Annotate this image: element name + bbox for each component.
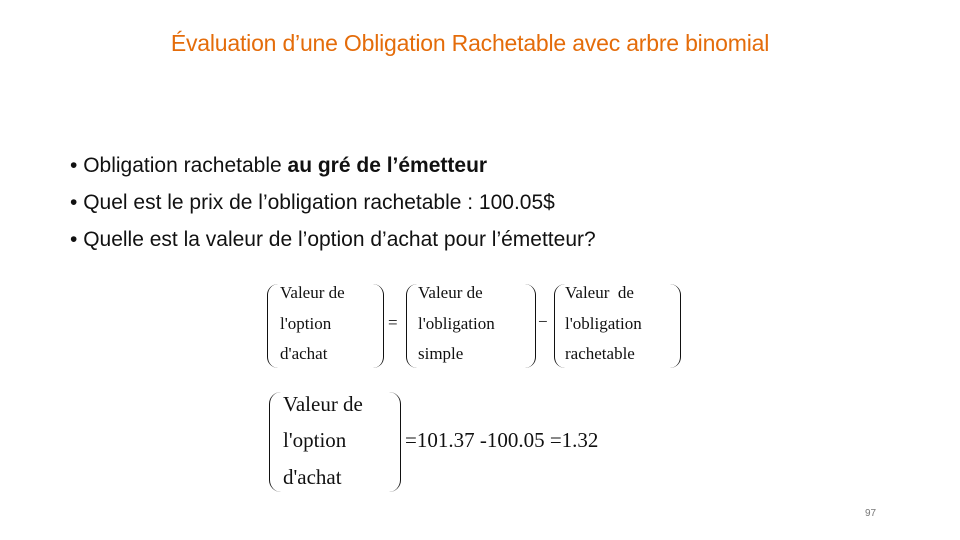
slide-title-text: Évaluation d’une Obligation Rachetable avec arbre binomial <box>170 30 770 56</box>
bullet-text-bold: au gré de l’émetteur <box>287 154 488 177</box>
term-line: d'achat <box>283 465 342 489</box>
bullet-text-prefix: Obligation rachetable <box>83 154 288 177</box>
term-line: Valeur de <box>565 283 634 302</box>
right-paren <box>389 392 401 492</box>
left-paren <box>267 284 278 368</box>
term-line: l'obligation <box>565 314 642 333</box>
term-line: l'option <box>283 428 347 452</box>
equation-option-result <box>267 390 687 496</box>
bullet-text: Quelle est la valeur de l’option d’achat pour l’émetteur? <box>83 228 596 251</box>
minus-sign: − <box>538 312 548 331</box>
left-paren <box>554 284 565 368</box>
bullet-marker: • <box>70 154 78 177</box>
bullet-item-2 <box>70 184 596 221</box>
bullet-text: Quel est le prix de l’obligation rachetable : 100.05$ <box>83 191 555 214</box>
term-line: d'achat <box>280 344 328 363</box>
term-line: rachetable <box>565 344 635 363</box>
slide-title <box>0 30 940 57</box>
right-paren <box>373 284 384 368</box>
bullet-list <box>70 147 596 258</box>
term-line: Valeur de <box>283 392 363 416</box>
bullet-item-3 <box>70 221 596 258</box>
term-line: Valeur de <box>418 283 483 302</box>
term-line: l'option <box>280 314 332 333</box>
equation-option-value <box>265 282 685 372</box>
left-paren <box>269 392 281 492</box>
right-paren <box>525 284 536 368</box>
term-line: Valeur de <box>280 283 345 302</box>
term-line: l'obligation <box>418 314 495 333</box>
right-paren <box>670 284 681 368</box>
bullet-marker: • <box>70 191 78 214</box>
term-line: simple <box>418 344 464 363</box>
left-paren <box>406 284 417 368</box>
bullet-item-1 <box>70 147 596 184</box>
page-number: 97 <box>865 508 877 519</box>
equation-result: =101.37 -100.05 =1.32 <box>405 428 599 452</box>
bullet-marker: • <box>70 228 78 251</box>
equals-sign: = <box>388 313 398 332</box>
